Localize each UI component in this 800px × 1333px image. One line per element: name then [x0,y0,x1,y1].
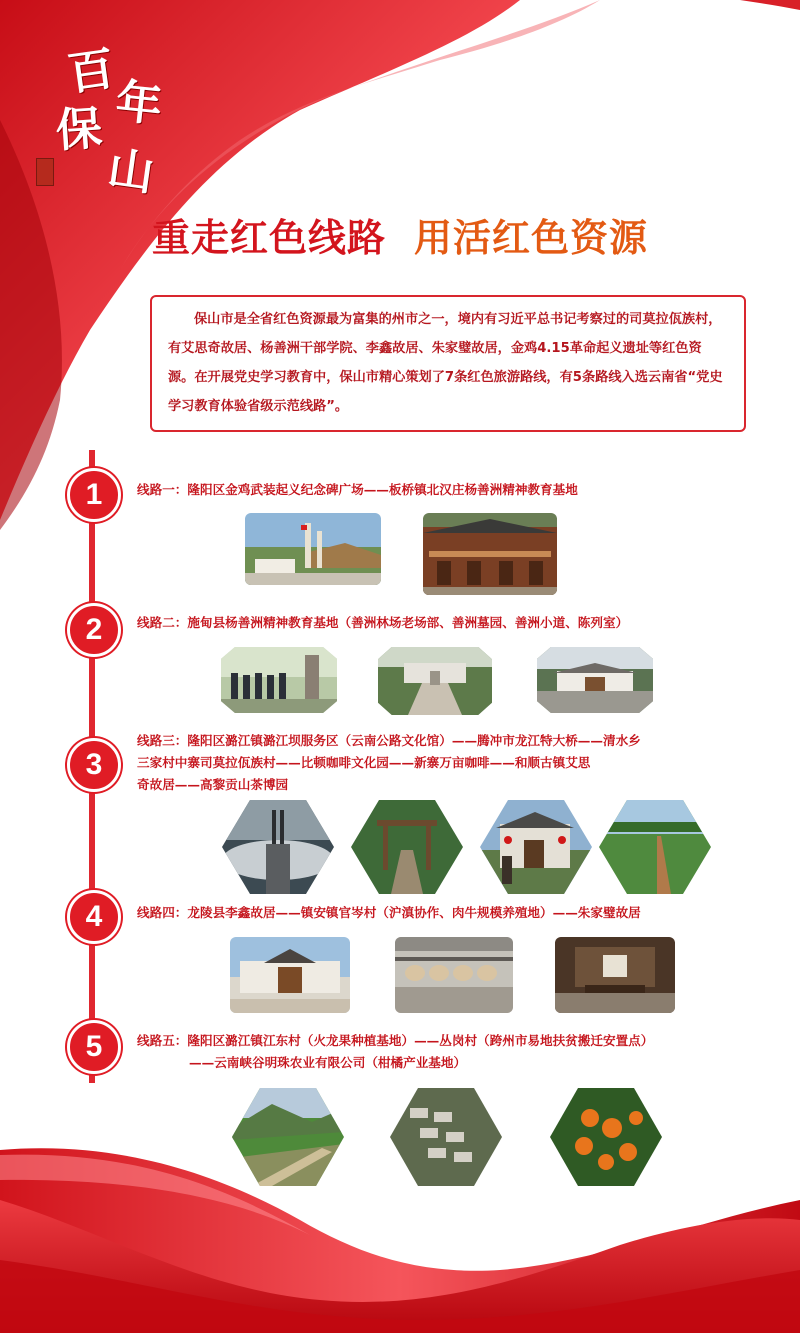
logo-char-1: 百 [64,41,118,101]
route-5-line-2: ——云南峡谷明珠农业有限公司（柑橘产业基地） [189,1055,467,1070]
route-number-1: 1 [67,468,121,522]
route-4-line-1: 线路四：龙陵县李鑫故居——镇安镇官岑村（沪滇协作、肉牛规模养殖地）——朱家璧故居 [137,905,641,920]
route-number-4: 4 [67,890,121,944]
route-3-line-1: 线路三：隆阳区潞江镇潞江坝服务区（云南公路文化馆）——腾冲市龙江特大桥——清水乡 [137,733,641,748]
intro-box [150,295,746,432]
route-5-line-1: 线路五：隆阳区潞江镇江东村（火龙果种植基地）——丛岗村（跨州市易地扶贫搬迁安置点） [137,1033,654,1048]
route-2-text [137,612,737,634]
logo-char-4: 山 [104,141,158,201]
route-number-5: 5 [67,1020,121,1074]
route-3-line-2: 三家村中寨司莫拉佤族村——比顿咖啡文化园——新寨万亩咖啡——和顺古镇艾思 [137,755,591,770]
route-2-photo-farm-office [537,647,653,713]
route-2-photo-visitors [221,647,337,713]
route-4-photo-cattle-farm [395,937,513,1013]
route-5-text [137,1030,737,1074]
page-title [0,207,800,262]
intro-text: 保山市是全省红色资源最为富集的州市之一，境内有习近平总书记考察过的司莫拉佤族村，有艾思奇故居、杨善洲干部学院、李鑫故居、朱家璧故居，金鸡4.15革命起义遗址等红色资源。在开展党史学习教育中，保山市精心策划了7条红色旅游路线，有5条路线入选云南省“党史学习教育体验省级示范线路”。 [168,312,723,414]
route-1-photo-house [423,513,557,595]
route-4-photo-interior [555,937,675,1013]
logo-char-2: 年 [113,73,165,133]
logo-bainian-baoshan [30,40,200,215]
title-part-1: 重走红色线路 [151,216,386,260]
logo-char-3: 保 [54,100,104,158]
stamp-icon [36,158,54,186]
route-1-text [137,479,737,501]
route-3-text [137,730,737,796]
route-2-photo-tomb [378,647,492,715]
route-number-2: 2 [67,603,121,657]
title-part-2: 用活红色资源 [414,216,649,260]
route-2-line-1: 线路二：施甸县杨善洲精神教育基地（善洲林场老场部、善洲墓园、善洲小道、陈列室） [137,615,629,630]
route-1-photo-monument [245,513,381,585]
route-1-line-1: 线路一：隆阳区金鸡武装起义纪念碑广场——板桥镇北汉庄杨善洲精神教育基地 [137,482,578,497]
route-4-text [137,902,737,924]
route-4-photo-residence-gate [230,937,350,1013]
route-3-line-3: 奇故居——高黎贡山茶博园 [137,777,289,792]
route-number-3: 3 [67,738,121,792]
